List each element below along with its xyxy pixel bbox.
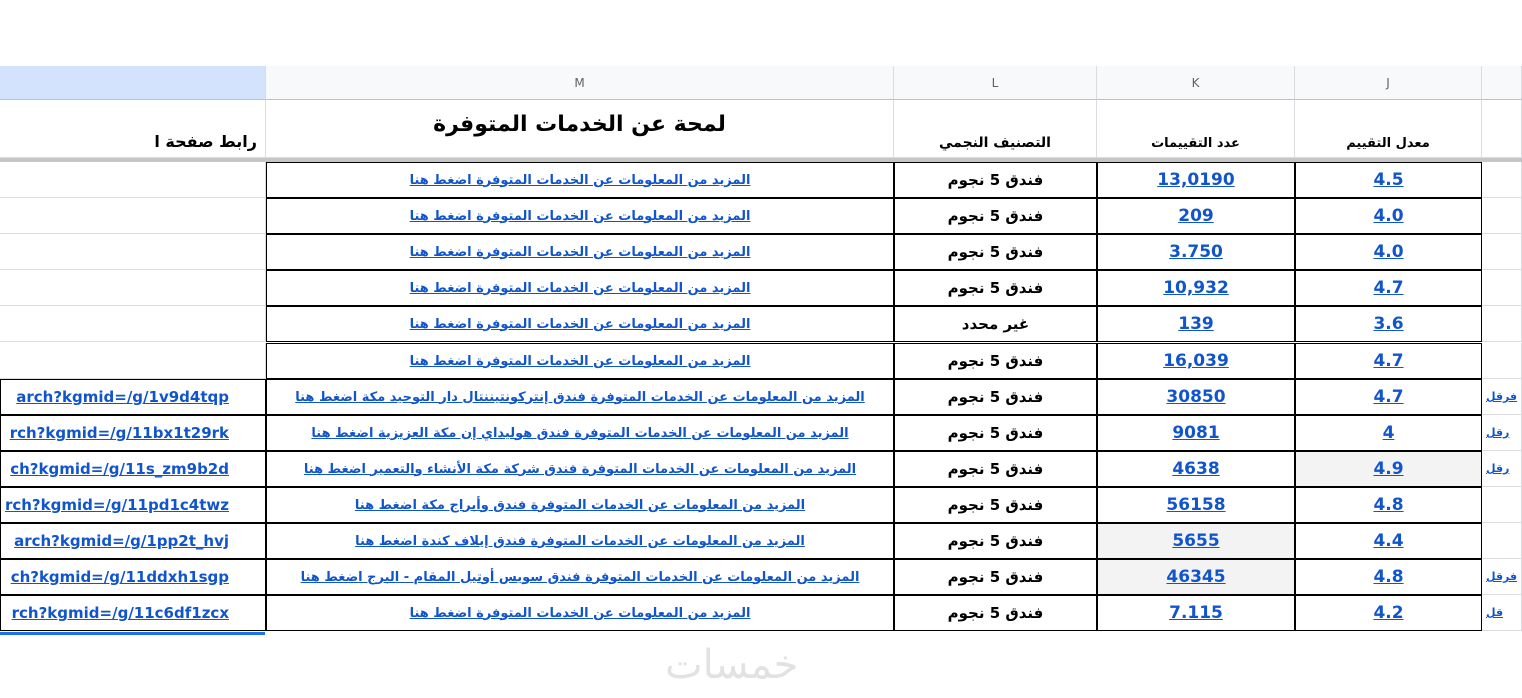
cell-service[interactable]: المزيد من المعلومات عن الخدمات المتوفرة فندق إنتركونتيننتال دار التوحيد مكة اضغط هنا	[266, 379, 894, 415]
cell-right[interactable]	[1482, 162, 1522, 198]
cell-service[interactable]: المزيد من المعلومات عن الخدمات المتوفرة اضغط هنا	[266, 198, 894, 234]
cell-url[interactable]: rch?kgmid=/g/11c6df1zcx	[0, 595, 266, 631]
cell-service[interactable]: المزيد من المعلومات عن الخدمات المتوفرة اضغط هنا	[266, 162, 894, 198]
cell-rating[interactable]: 3.6	[1295, 306, 1482, 342]
cell-right[interactable]	[1482, 343, 1522, 379]
cell-stars[interactable]: فندق 5 نجوم	[894, 595, 1097, 631]
cell-service[interactable]: المزيد من المعلومات عن الخدمات المتوفرة اضغط هنا	[266, 595, 894, 631]
cell-url[interactable]: rch?kgmid=/g/11bx1t29rk	[0, 415, 266, 451]
cell-service[interactable]: المزيد من المعلومات عن الخدمات المتوفرة فندق وأبراج مكة اضغط هنا	[266, 487, 894, 523]
cell-rating[interactable]: 4.2	[1295, 595, 1482, 631]
cell-rating[interactable]: 4.9	[1295, 451, 1482, 487]
cell-url[interactable]	[0, 270, 266, 306]
cell-right[interactable]: فرقل	[1482, 379, 1522, 415]
cell-reviews[interactable]: 46345	[1097, 559, 1295, 595]
cell-rating[interactable]: 4.7	[1295, 343, 1482, 379]
cell-reviews[interactable]: 13,0190	[1097, 162, 1295, 198]
cell-reviews[interactable]: 7.115	[1097, 595, 1295, 631]
cell-stars[interactable]: فندق 5 نجوم	[894, 379, 1097, 415]
column-header-m[interactable]: M	[266, 66, 894, 100]
cell-stars[interactable]: فندق 5 نجوم	[894, 343, 1097, 379]
cell-service[interactable]: المزيد من المعلومات عن الخدمات المتوفرة اضغط هنا	[266, 270, 894, 306]
cell-right[interactable]	[1482, 487, 1522, 523]
cell-right[interactable]: رقل	[1482, 415, 1522, 451]
cell-rating[interactable]: 4.7	[1295, 270, 1482, 306]
cell-service[interactable]: المزيد من المعلومات عن الخدمات المتوفرة فندق هوليداي إن مكة العزيزية اضغط هنا	[266, 415, 894, 451]
cell-service[interactable]: المزيد من المعلومات عن الخدمات المتوفرة اضغط هنا	[266, 234, 894, 270]
cell-reviews[interactable]: 16,039	[1097, 343, 1295, 379]
selection-border	[0, 632, 265, 635]
cell-rating[interactable]: 4	[1295, 415, 1482, 451]
cell-service[interactable]: المزيد من المعلومات عن الخدمات المتوفرة فندق إيلاف كندة اضغط هنا	[266, 523, 894, 559]
cell-service[interactable]: المزيد من المعلومات عن الخدمات المتوفرة فندق شركة مكة الأنشاء والتعمير اضغط هنا	[266, 451, 894, 487]
header-link-page[interactable]: رابط صفحة ا	[0, 100, 266, 158]
watermark-logo: خمسات	[665, 642, 799, 688]
cell-stars[interactable]: فندق 5 نجوم	[894, 162, 1097, 198]
cell-url[interactable]: ch?kgmid=/g/11s_zm9b2d	[0, 451, 266, 487]
cell-url[interactable]: arch?kgmid=/g/1v9d4tqp	[0, 379, 266, 415]
cell-url[interactable]	[0, 343, 266, 379]
cell-url[interactable]: rch?kgmid=/g/11pd1c4twz	[0, 487, 266, 523]
cell-right[interactable]	[1482, 234, 1522, 270]
cell-reviews[interactable]: 5655	[1097, 523, 1295, 559]
cell-rating[interactable]: 4.8	[1295, 559, 1482, 595]
cell-right[interactable]	[1482, 306, 1522, 342]
header-stars[interactable]: التصنيف النجمي	[894, 100, 1097, 158]
cell-right[interactable]: قل	[1482, 595, 1522, 631]
cell-right[interactable]	[1482, 523, 1522, 559]
column-header-k[interactable]: K	[1097, 66, 1295, 100]
cell-stars[interactable]: فندق 5 نجوم	[894, 270, 1097, 306]
cell-right[interactable]: رقل	[1482, 451, 1522, 487]
cell-rating[interactable]: 4.5	[1295, 162, 1482, 198]
cell-reviews[interactable]: 4638	[1097, 451, 1295, 487]
cell-stars[interactable]: فندق 5 نجوم	[894, 523, 1097, 559]
cell-url[interactable]	[0, 162, 266, 198]
cell-reviews[interactable]: 9081	[1097, 415, 1295, 451]
column-header-j[interactable]: J	[1295, 66, 1482, 100]
header-services[interactable]: لمحة عن الخدمات المتوفرة	[266, 100, 894, 158]
header-rating[interactable]: معدل التقييم	[1295, 100, 1482, 158]
cell-reviews[interactable]: 139	[1097, 306, 1295, 342]
cell-reviews[interactable]: 30850	[1097, 379, 1295, 415]
cell-stars[interactable]: فندق 5 نجوم	[894, 559, 1097, 595]
cell-rating[interactable]: 4.4	[1295, 523, 1482, 559]
cell-rating[interactable]: 4.7	[1295, 379, 1482, 415]
cell-url[interactable]	[0, 198, 266, 234]
cell-right[interactable]	[1482, 270, 1522, 306]
cell-stars[interactable]: فندق 5 نجوم	[894, 451, 1097, 487]
cell-stars[interactable]: غير محدد	[894, 306, 1097, 342]
cell-url[interactable]	[0, 306, 266, 342]
header-review-count[interactable]: عدد التقييمات	[1097, 100, 1295, 158]
cell-url[interactable]	[0, 234, 266, 270]
cell-reviews[interactable]: 56158	[1097, 487, 1295, 523]
cell-stars[interactable]: فندق 5 نجوم	[894, 415, 1097, 451]
cell-reviews[interactable]: 10,932	[1097, 270, 1295, 306]
cell-service[interactable]: المزيد من المعلومات عن الخدمات المتوفرة اضغط هنا	[266, 343, 894, 379]
cell-rating[interactable]: 4.0	[1295, 234, 1482, 270]
cell-reviews[interactable]: 209	[1097, 198, 1295, 234]
column-header-l[interactable]: L	[894, 66, 1097, 100]
cell-reviews[interactable]: 3.750	[1097, 234, 1295, 270]
column-header-n[interactable]	[0, 66, 266, 100]
cell-url[interactable]: ch?kgmid=/g/11ddxh1sgp	[0, 559, 266, 595]
cell-right[interactable]	[1482, 198, 1522, 234]
column-header-i[interactable]	[1482, 66, 1522, 100]
cell-rating[interactable]: 4.8	[1295, 487, 1482, 523]
cell-service[interactable]: المزيد من المعلومات عن الخدمات المتوفرة اضغط هنا	[266, 306, 894, 342]
cell-stars[interactable]: فندق 5 نجوم	[894, 198, 1097, 234]
cell-right[interactable]: فرقل	[1482, 559, 1522, 595]
cell-service[interactable]: المزيد من المعلومات عن الخدمات المتوفرة فندق سويس أوتيل المقام - البرج اضغط هنا	[266, 559, 894, 595]
cell-stars[interactable]: فندق 5 نجوم	[894, 234, 1097, 270]
header-extra[interactable]	[1482, 100, 1522, 158]
cell-rating[interactable]: 4.0	[1295, 198, 1482, 234]
cell-stars[interactable]: فندق 5 نجوم	[894, 487, 1097, 523]
cell-url[interactable]: arch?kgmid=/g/1pp2t_hvj	[0, 523, 266, 559]
